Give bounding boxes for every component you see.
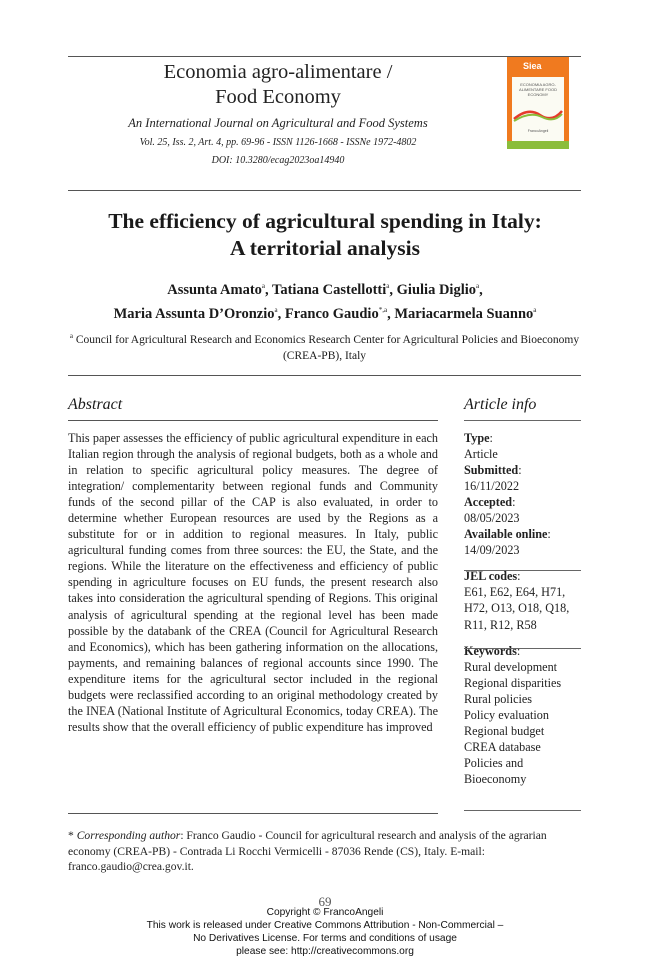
footnote-star: * <box>68 829 74 842</box>
affiliation <box>68 328 581 364</box>
affiliation-text: Council for Agricultural Research and Economics Research Center for Agricultural Policies and Bioeconomy (CREA-PB), Italy <box>75 333 580 362</box>
cover-logo: Siea <box>523 61 542 71</box>
author-sep: , <box>479 281 483 298</box>
author-sep: , <box>387 305 395 322</box>
abstract-bottom-rule <box>68 813 438 814</box>
jel-value: E61, E62, E64, H71, H72, O13, O18, Q18, R11, R12, R58 <box>464 585 570 632</box>
article-info-heading-rule <box>464 420 581 421</box>
online-label: Available online <box>464 527 548 542</box>
author-name: Assunta Amato <box>167 281 262 298</box>
author-sup: a <box>533 305 537 314</box>
corresponding-author-footnote <box>68 828 583 875</box>
submitted-value: 16/11/2022 <box>464 479 520 494</box>
cover-title: ECONOMIA AGRO-ALIMENTARE FOOD ECONOMY <box>519 82 557 97</box>
article-info-heading: Article info <box>464 396 537 413</box>
keyword-item: Rural development <box>464 659 558 674</box>
footnote-text: : Franco Gaudio - Council for agricultural research and analysis of the agrarian economy (CREA-PB) - Contrada Li Rocchi Vermicelli - 87036 Rende (CS), Italy. E-mail: franco.gaudio@crea.gov.it. <box>68 829 547 873</box>
jel-bottom-rule <box>464 648 581 649</box>
author-sup: a <box>476 282 480 290</box>
paper-title <box>40 208 610 262</box>
abstract-heading-rule <box>68 420 438 421</box>
page-number: 69 <box>318 894 332 909</box>
journal-title-line1: Economia agro-alimentare / <box>163 61 393 83</box>
author-name: Mariacarmela Suanno <box>394 305 534 322</box>
journal-doi: DOI: 10.3280/ecag2023oa14940 <box>211 155 345 166</box>
submitted-label: Submitted <box>464 463 519 478</box>
journal-cover-image <box>507 57 569 149</box>
type-value: Article <box>464 447 498 462</box>
abstract-text: This paper assesses the efficiency of public agricultural expenditure in each Italian region through the analysis of regional budgets, both as a whole and in relation to specific agricultural policy measures. The degree of integration/ complementarity between regional funds and Community funds of the second pillar of the CAP is also evaluated, in order to determine whether European resources are used by the Regions as a substitute for or in addition to regional measures. In Italy, public agricultural funding comes from three sources: the EU, the State, and the regions. While the literature on the effectiveness and efficiency of public spending in agriculture focuses on EU funds, the present research also takes into consideration the agricultural spending of Regions. This original analysis of agricultural spending at the regional level has been made possible by the databank of the CREA (Council for Agricultural Research and Economics), which has been gathering information on the allocations, payments, and remaining balances of regional accounts since 1990. The expenditure items for the agricultural sector included in the regional budgets were reclassified according to an original methodology created by the INEA (National Institute of Agricultural Economics, today CREA). The results show that the overall efficiency of public expenditure has improved <box>68 431 438 734</box>
license-line1: This work is released under Creative Commons Attribution - Non-Commercial – <box>146 920 504 931</box>
jel-label: JEL codes <box>464 569 518 584</box>
author-name: Tatiana Castellotti <box>272 281 387 298</box>
footnote-label: Corresponding author <box>76 829 181 842</box>
journal-header <box>68 60 488 167</box>
copyright: Copyright © FrancoAngeli <box>266 907 384 918</box>
type-label: Type <box>464 431 490 445</box>
license-footer <box>60 906 590 958</box>
license-line3: please see: http://creativecommons.org <box>236 946 414 957</box>
keywords-bottom-rule <box>464 810 581 811</box>
keyword-item: CREA database <box>464 739 541 754</box>
paper-title-line1: The efficiency of agricultural spending in Italy: <box>108 209 542 233</box>
accepted-label: Accepted <box>464 495 513 510</box>
affiliation-sup: a <box>69 332 73 340</box>
journal-subtitle: An International Journal on Agricultural and Food Systems <box>128 116 428 130</box>
accepted-value: 08/05/2023 <box>464 511 520 526</box>
author-sup: a <box>386 282 390 290</box>
keyword-item: Rural policies <box>464 691 533 706</box>
license-line2: No Derivatives License. For terms and conditions of usage <box>193 933 457 944</box>
cover-green-band <box>507 141 569 149</box>
journal-title-line2: Food Economy <box>215 86 341 108</box>
author-sup: a <box>261 282 266 290</box>
dates-bottom-rule <box>464 570 581 571</box>
info-spacer <box>464 558 584 568</box>
author-sup: a <box>274 305 278 314</box>
author-name: Maria Assunta D’Oronzio <box>113 305 275 322</box>
info-spacer <box>464 633 584 643</box>
author-list <box>40 276 610 324</box>
author-sep: , <box>389 281 397 298</box>
section-rule <box>68 375 581 376</box>
header-top-rule <box>68 56 581 57</box>
keyword-item: Policies and Bioeconomy <box>464 755 527 786</box>
keyword-item: Regional budget <box>464 723 545 738</box>
keywords-label: Keywords <box>464 643 517 658</box>
author-name: Giulia Diglio <box>396 281 477 298</box>
author-sep: , <box>265 281 273 298</box>
cover-wave-graphic <box>512 105 564 123</box>
author-name: Franco Gaudio <box>284 305 379 322</box>
keyword-item: Policy evaluation <box>464 707 549 722</box>
author-sep: , <box>277 305 285 322</box>
author-sup: *,a <box>378 305 388 314</box>
abstract-heading: Abstract <box>68 396 123 413</box>
paper-title-line2: A territorial analysis <box>230 236 420 260</box>
article-info: Type: Article Submitted: 16/11/2022 Accepted: 08/05/2023 Available online: 14/09/2023 JEL codes: E61, E62, E64, H71, H72, O13, O18, Q18, R11, R12, R58 Keywords: Rural development Regional disparities Rural policies Policy evaluation Regional budget CREA database Policies and Bioeconomy <box>464 430 584 787</box>
header-bottom-rule <box>68 190 581 191</box>
journal-volume: Vol. 25, Iss. 2, Art. 4, pp. 69-96 - ISSN 1126-1668 - ISSNe 1972-4802 <box>139 137 417 148</box>
keyword-item: Regional disparities <box>464 675 562 690</box>
cover-publisher: FrancoAngeli <box>527 129 549 133</box>
online-value: 14/09/2023 <box>464 543 520 558</box>
